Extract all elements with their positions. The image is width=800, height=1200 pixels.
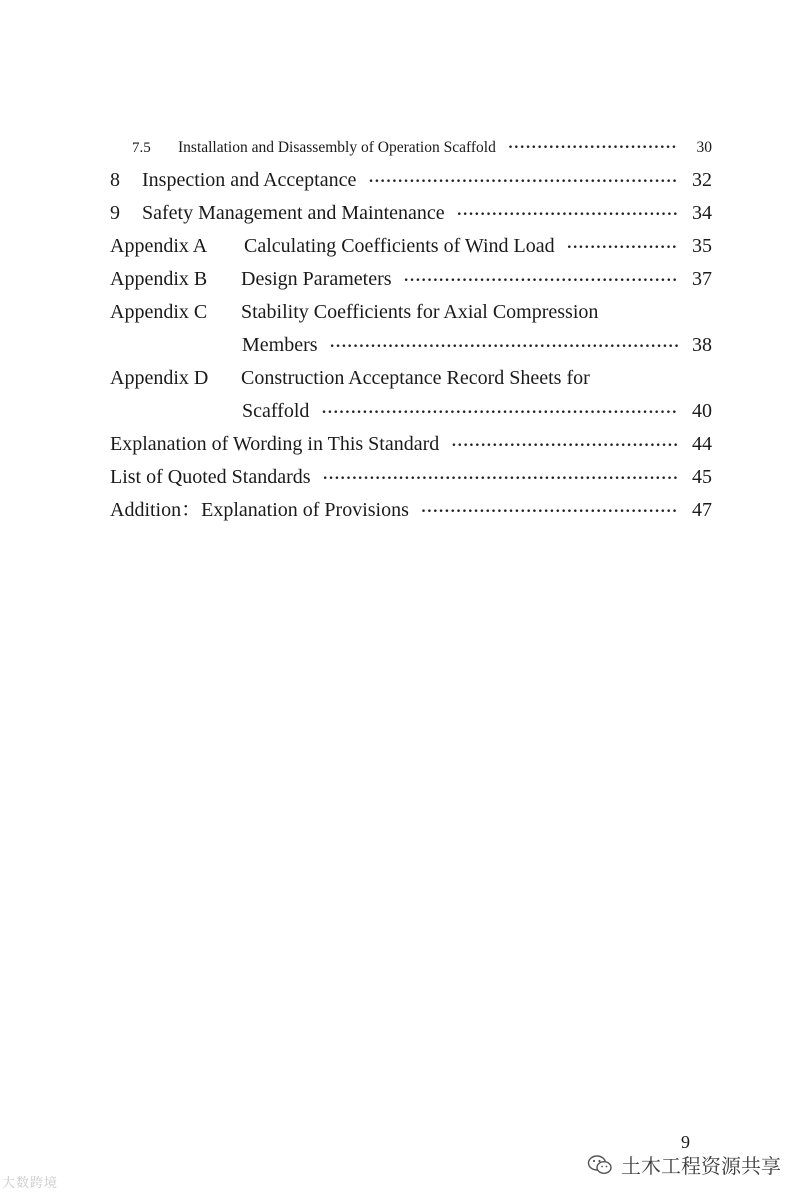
toc-entry[interactable] bbox=[110, 465, 712, 491]
toc-page: 44 bbox=[692, 433, 712, 455]
toc-page: 38 bbox=[692, 334, 712, 356]
watermark-left bbox=[2, 1172, 58, 1191]
leader-dots bbox=[421, 500, 678, 524]
leader-dots bbox=[451, 434, 678, 458]
toc-title-continuation: Members bbox=[242, 334, 318, 356]
toc-page: 32 bbox=[692, 169, 712, 191]
toc-entry[interactable] bbox=[110, 498, 712, 524]
toc-number: Appendix B bbox=[110, 268, 208, 290]
toc-page: 30 bbox=[696, 139, 712, 156]
leader-dots bbox=[457, 203, 678, 227]
page-number: 9 bbox=[681, 1132, 690, 1152]
leader-dots bbox=[404, 269, 678, 293]
toc-number: Appendix C bbox=[110, 301, 208, 323]
toc-title: Stability Coefficients for Axial Compression bbox=[241, 301, 599, 323]
toc-number: 8 bbox=[110, 169, 120, 191]
toc-entry[interactable] bbox=[110, 300, 712, 324]
toc-title: Explanation of Wording in This Standard bbox=[110, 433, 440, 455]
leader-dots bbox=[508, 136, 678, 160]
wechat-icon bbox=[587, 1154, 613, 1176]
leader-dots bbox=[321, 401, 678, 425]
leader-dots bbox=[567, 236, 678, 260]
toc-title: Safety Management and Maintenance bbox=[142, 202, 445, 224]
toc-title: Calculating Coefficients of Wind Load bbox=[244, 235, 555, 257]
toc-entry[interactable] bbox=[110, 267, 712, 293]
toc-page: 40 bbox=[692, 400, 712, 422]
toc-title: Design Parameters bbox=[241, 268, 392, 290]
toc-entry-continuation[interactable] bbox=[242, 333, 712, 359]
toc-title: Inspection and Acceptance bbox=[142, 169, 357, 191]
toc-entry[interactable] bbox=[110, 234, 712, 260]
toc-page: 35 bbox=[692, 235, 712, 257]
toc-title: Installation and Disassembly of Operation Scaffold bbox=[178, 139, 496, 156]
leader-dots bbox=[330, 335, 678, 359]
watermark-right bbox=[587, 1150, 781, 1179]
leader-dots bbox=[368, 170, 678, 194]
toc-page: 45 bbox=[692, 466, 712, 488]
leader-dots bbox=[323, 467, 678, 491]
toc-number: 9 bbox=[110, 202, 120, 224]
toc-entry[interactable] bbox=[110, 432, 712, 458]
toc-entry[interactable] bbox=[110, 201, 712, 227]
toc-title-continuation: Scaffold bbox=[242, 400, 310, 422]
toc-number: Appendix D bbox=[110, 367, 209, 389]
toc-entry[interactable] bbox=[110, 366, 712, 390]
watermark-left-text: 大数跨境 bbox=[2, 1176, 59, 1191]
toc-entry[interactable] bbox=[110, 168, 712, 194]
toc-entry[interactable] bbox=[132, 136, 712, 160]
toc-number: Appendix A bbox=[110, 235, 208, 257]
toc-entry-continuation[interactable] bbox=[242, 399, 712, 425]
toc-page: 34 bbox=[692, 202, 712, 224]
toc-title: Addition：Explanation of Provisions bbox=[110, 499, 409, 521]
toc-title: List of Quoted Standards bbox=[110, 466, 311, 488]
watermark-right-text: 土木工程资源共享 bbox=[621, 1154, 781, 1178]
toc-title: Construction Acceptance Record Sheets for bbox=[241, 367, 590, 389]
toc-page: 37 bbox=[692, 268, 712, 290]
toc-page: 47 bbox=[692, 499, 712, 521]
toc-number: 7.5 bbox=[132, 140, 151, 156]
